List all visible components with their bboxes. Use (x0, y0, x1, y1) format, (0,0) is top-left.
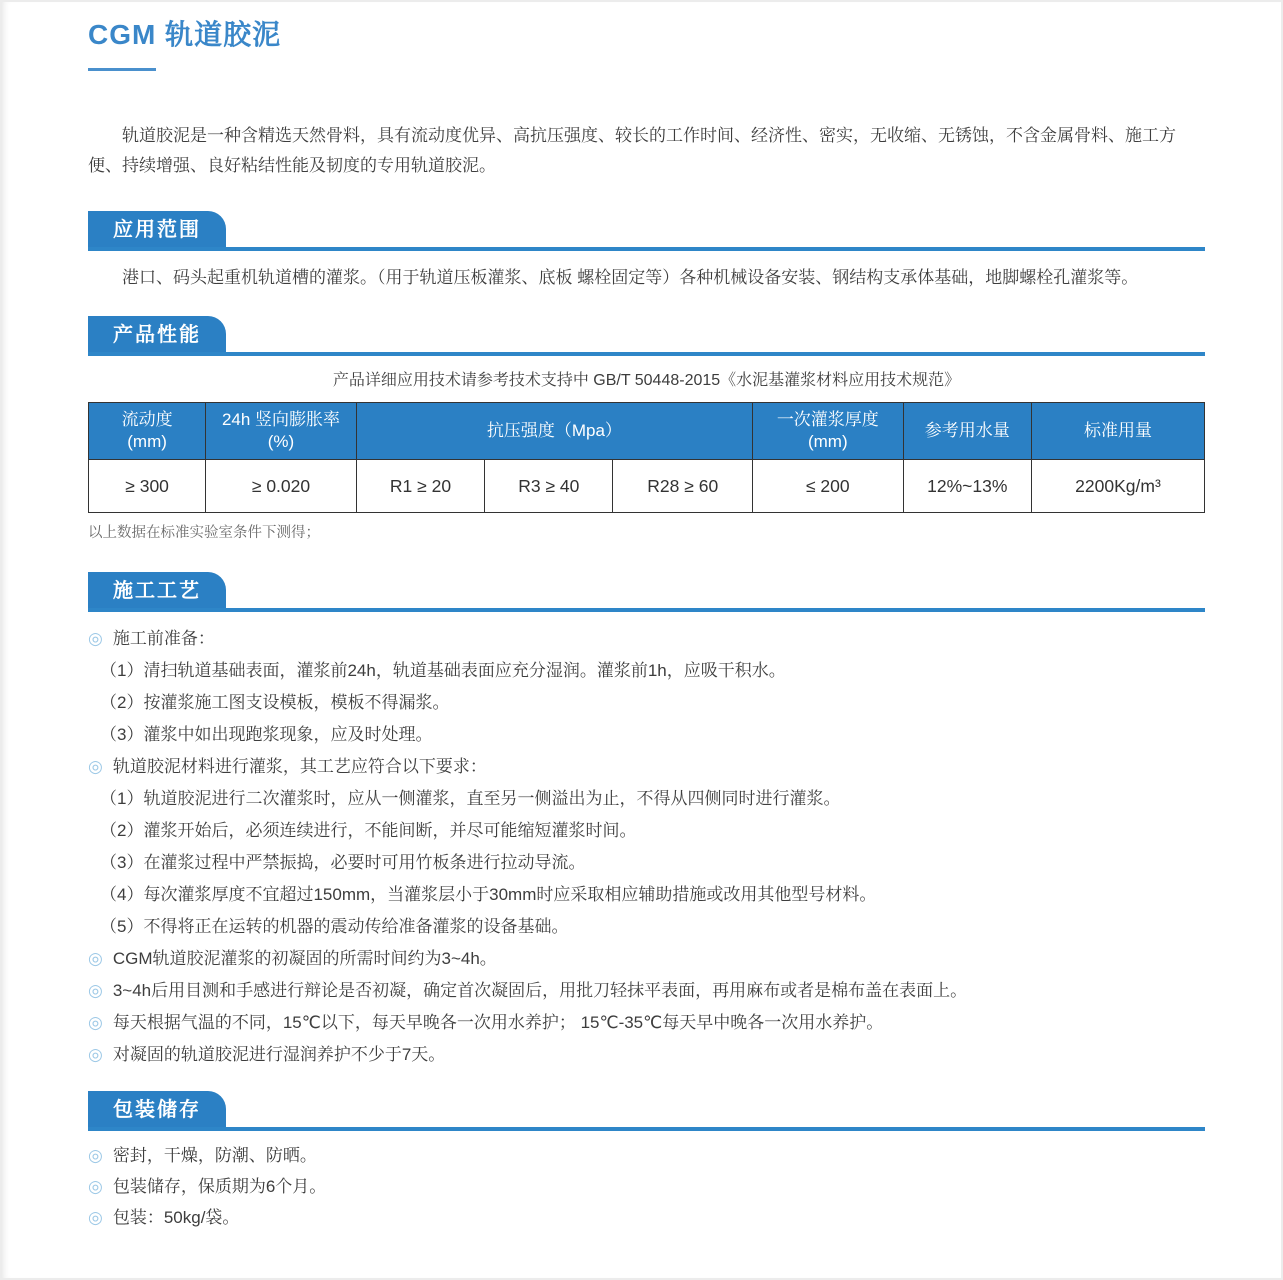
process-substep-text: （1）轨道胶泥进行二次灌浆时，应从一侧灌浆，直至另一侧溢出为止，不得从四侧同时进行灌浆。 (100, 789, 841, 808)
ring-bullet-icon: ◎ (88, 1013, 103, 1032)
ring-bullet-icon: ◎ (88, 629, 103, 648)
packaging-item (88, 1207, 1205, 1228)
packaging-item-text: 包装储存，保质期为6个月。 (112, 1177, 327, 1196)
packaging-section-header (88, 1091, 1205, 1131)
process-step-text: 施工前准备： (112, 629, 215, 648)
process-substep-text: （3）在灌浆过程中严禁振捣，必要时可用竹板条进行拉动导流。 (100, 853, 586, 872)
process-step (88, 756, 1205, 777)
value-water: 12%~13% (903, 460, 1031, 513)
process-step (88, 628, 1205, 649)
process-substep (88, 660, 1205, 681)
process-substep-text: （3）灌浆中如出现跑浆现象，应及时处理。 (100, 725, 433, 744)
performance-section-header (88, 316, 1205, 356)
process-substep (88, 884, 1205, 905)
process-substep (88, 820, 1205, 841)
process-substep (88, 724, 1205, 745)
ring-bullet-icon: ◎ (88, 1177, 103, 1196)
process-step (88, 1044, 1205, 1065)
col-header-compressive: 抗压强度（Mpa） (356, 403, 752, 460)
packaging-section-badge: 包装储存 (88, 1091, 226, 1127)
col-header-expansion: 24h 竖向膨胀率 (%) (206, 403, 357, 460)
ring-bullet-icon: ◎ (88, 949, 103, 968)
process-step (88, 980, 1205, 1001)
value-thickness: ≤ 200 (752, 460, 903, 513)
process-step-text: 对凝固的轨道胶泥进行湿润养护不少于7天。 (112, 1045, 446, 1064)
process-substep-text: （5）不得将正在运转的机器的震动传给准备灌浆的设备基础。 (100, 917, 569, 936)
process-section-header (88, 572, 1205, 612)
ring-bullet-icon: ◎ (88, 757, 103, 776)
packaging-item-text: 包装：50kg/袋。 (112, 1208, 240, 1227)
process-step-text: 3~4h后用目测和手感进行辩论是否初凝，确定首次凝固后，用批刀轻抹平表面，再用麻布或者是棉布盖在表面上。 (112, 981, 968, 1000)
application-section-header (88, 211, 1205, 251)
lab-conditions-note: 以上数据在标准实验室条件下测得； (88, 525, 320, 541)
performance-section-badge: 产品性能 (88, 316, 226, 352)
process-substep-text: （2）灌浆开始后，必须连续进行，不能间断，并尽可能缩短灌浆时间。 (100, 821, 637, 840)
application-body: 港口、码头起重机轨道槽的灌浆。（用于轨道压板灌浆、底板 螺栓固定等）各种机械设备安装、钢结构支承体基础，地脚螺栓孔灌浆等。 (122, 268, 1139, 287)
ring-bullet-icon: ◎ (88, 1208, 103, 1227)
value-r1: R1 ≥ 20 (356, 460, 484, 513)
value-r3: R3 ≥ 40 (485, 460, 613, 513)
value-r28: R28 ≥ 60 (613, 460, 753, 513)
process-substep-text: （1）清扫轨道基础表面，灌浆前24h，轨道基础表面应充分湿润。灌浆前1h，应吸干积水。 (100, 661, 786, 680)
section-performance (88, 316, 1205, 542)
col-header-thickness: 一次灌浆厚度 (mm) (752, 403, 903, 460)
page-title: CGM 轨道胶泥 (88, 19, 282, 50)
process-substep (88, 916, 1205, 937)
packaging-item (88, 1145, 1205, 1166)
title-underline (88, 68, 156, 71)
process-substep-text: （4）每次灌浆厚度不宜超过150mm，当灌浆层小于30mm时应采取相应辅助措施或改用其他型号材料。 (100, 885, 877, 904)
packaging-item (88, 1176, 1205, 1197)
process-section-badge: 施工工艺 (88, 572, 226, 608)
packaging-list (88, 1145, 1205, 1228)
col-header-flow: 流动度 (mm) (89, 403, 206, 460)
ring-bullet-icon: ◎ (88, 1146, 103, 1165)
process-list (88, 628, 1205, 1065)
value-flow: ≥ 300 (89, 460, 206, 513)
value-expansion: ≥ 0.020 (206, 460, 357, 513)
section-process (88, 572, 1205, 1065)
application-section-badge: 应用范围 (88, 211, 226, 247)
col-header-dosage: 标准用量 (1031, 403, 1204, 460)
packaging-item-text: 密封，干燥，防潮、防晒。 (112, 1146, 317, 1165)
process-substep (88, 852, 1205, 873)
process-step (88, 948, 1205, 969)
section-application (88, 211, 1205, 292)
table-header-row (89, 403, 1205, 460)
section-packaging (88, 1091, 1205, 1228)
process-step (88, 1012, 1205, 1033)
process-step-text: 每天根据气温的不同，15℃以下，每天早晚各一次用水养护； 15℃-35℃每天早中晚各一次用水养护。 (112, 1013, 884, 1032)
table-value-row (89, 460, 1205, 513)
process-substep-text: （2）按灌浆施工图支设模板，模板不得漏浆。 (100, 693, 450, 712)
value-dosage: 2200Kg/m³ (1031, 460, 1204, 513)
ring-bullet-icon: ◎ (88, 981, 103, 1000)
process-step-text: CGM轨道胶泥灌浆的初凝固的所需时间约为3~4h。 (112, 949, 497, 968)
performance-table (88, 402, 1205, 513)
col-header-water: 参考用水量 (903, 403, 1031, 460)
process-substep (88, 692, 1205, 713)
process-substep (88, 788, 1205, 809)
process-step-text: 轨道胶泥材料进行灌浆，其工艺应符合以下要求： (112, 757, 487, 776)
ring-bullet-icon: ◎ (88, 1045, 103, 1064)
performance-reference-note: 产品详细应用技术请参考技术支持中 GB/T 50448-2015《水泥基灌浆材料应用技术规范》 (332, 372, 961, 389)
intro-paragraph: 轨道胶泥是一种含精选天然骨料，具有流动度优异、高抗压强度、较长的工作时间、经济性、密实，无收缩、无锈蚀，不含金属骨料、施工方便、持续增强、良好粘结性能及韧度的专用轨道胶泥。 (88, 126, 1176, 175)
